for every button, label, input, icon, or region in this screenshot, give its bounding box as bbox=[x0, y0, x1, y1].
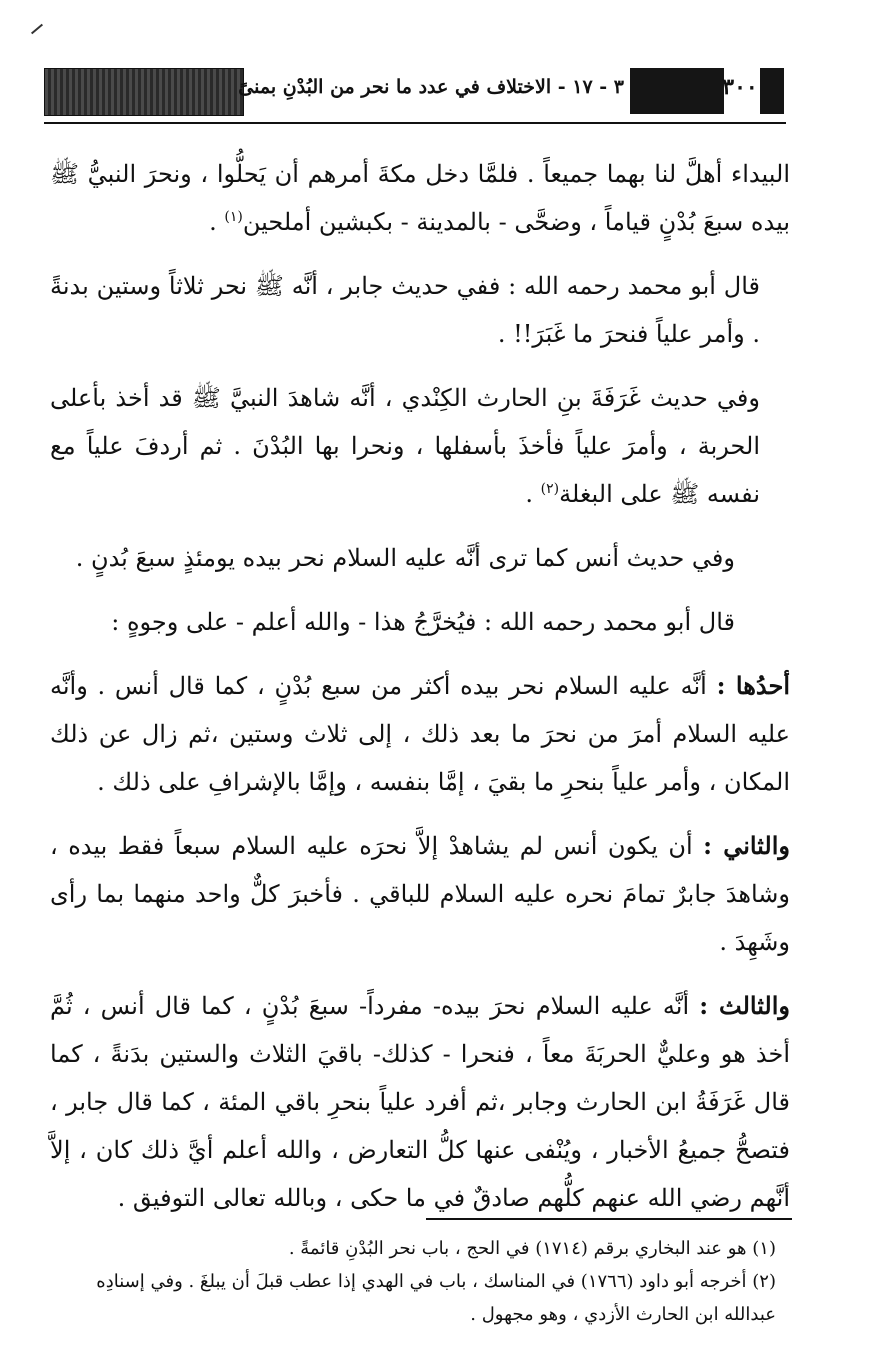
paragraph-1-text: البيداء أهلَّ لنا بهما جميعاً . فلمَّا دخل مكةَ أمرهم أن يَحلُّوا ، ونحرَ النبيُّ ﷺ بيده سبعَ بُدْنٍ قياماً ، وضحَّى - بالمدينة - بكبشين أملحين bbox=[50, 160, 790, 236]
scan-mark bbox=[31, 24, 43, 35]
paragraph-1 bbox=[50, 150, 790, 246]
paragraph-8-text: أنَّه عليه السلام نحرَ بيده- مفرداً- سبعَ بُدْنٍ ، كما قال أنس ، ثُمَّ أخذ هو وعليٌّ الحربَةَ معاً ، فنحرا - كذلك- باقيَ الثلاث والستين بدَنةً ، كما قال غَرَفَةُ ابن الحارث وجابر ،ثم أفرد علياً بنحرِ باقي المئة ، كما قال جابر ، فتصحُّ جميعُ الأخبار ، ويُنْفى عنها كلُّ التعارض ، والله أعلم أيَّ ذلك كان ، إلاَّ أنَّهم رضي الله عنهم كلُّهم صادقٌ في ما حكى ، وبالله تعالى التوفيق . bbox=[50, 992, 791, 1212]
footnote-1: (١) هو عند البخاري برقم (١٧١٤) في الحج ، باب نحر البُدْنِ قائمةً . bbox=[288, 1238, 776, 1259]
paragraph-6 bbox=[50, 662, 790, 806]
footnote-ref-2: (٢) bbox=[540, 481, 560, 497]
page-number: ٣٠٠ bbox=[722, 74, 758, 100]
paragraph-6-text: أنَّه عليه السلام نحر بيده أكثر من سبع بُدْنٍ ، كما قال أنس . وأنَّه عليه السلام أمرَ من نحرَ ما بعد ذلك ، إلى ثلاث وستين ،ثم زال عن ذلك المكان ، وأمر علياً بنحرِ ما بقيَ ، إمَّا بنفسه ، وإمَّا بالإشرافِ على ذلك . bbox=[50, 672, 790, 796]
paragraph-7-text: أن يكون أنس لم يشاهدْ إلاَّ نحرَه عليه السلام سبعاً فقط بيده ، وشاهدَ جابرٌ تمامَ نحره عليه السلام للباقي . فأخبرَ كلٌّ واحد منهما بما رأى وشَهِدَ . bbox=[50, 832, 790, 956]
main-text bbox=[50, 150, 790, 1238]
footnote-ref-1: (١) bbox=[224, 209, 243, 225]
running-title: ٣ - ١٧ - الاختلاف في عدد ما نحر من البُدْنِ بمنىً bbox=[238, 76, 624, 98]
paragraph-1-end: . bbox=[209, 208, 225, 236]
paragraph-3-end: . bbox=[525, 480, 541, 508]
header-dark-block-left bbox=[44, 68, 244, 116]
paragraph-3-text: وفي حديث غَرَفَةَ بنِ الحارث الكِنْدي ، أنَّه شاهدَ النبيَّ ﷺ قد أخذ بأعلى الحربة ، وأمرَ علياً فأخذَ بأسفلها ، ونحرا بها البُدْنَ . ثم أردفَ علياً مع نفسه ﷺ على البغلة bbox=[50, 384, 760, 508]
page-header bbox=[44, 62, 786, 118]
paragraph-8 bbox=[50, 982, 790, 1222]
paragraph-7-lead: والثاني : bbox=[703, 831, 790, 860]
paragraph-5: قال أبو محمد رحمه الله : فيُخرَّجُ هذا - والله أعلم - على وجوهٍ : bbox=[111, 608, 735, 636]
header-dark-block-right bbox=[760, 68, 784, 114]
footnote-rule bbox=[426, 1218, 792, 1220]
footnote-2: (٢) أخرجه أبو داود (١٧٦٦) في المناسك ، باب في الهدي إذا عطب قبلَ أن يبلغَ . وفي إسنادِه عبدالله ابن الحارث الأزدي ، وهو مجهول . bbox=[96, 1271, 776, 1325]
paragraph-3 bbox=[50, 374, 790, 518]
paragraph-6-lead: أحدُها : bbox=[716, 671, 790, 700]
footnotes bbox=[50, 1232, 790, 1331]
paragraph-4: وفي حديث أنس كما ترى أنَّه عليه السلام نحر بيده يومئذٍ سبعَ بُدنٍ . bbox=[75, 544, 735, 572]
paragraph-8-lead: والثالث : bbox=[699, 991, 791, 1020]
header-rule bbox=[44, 122, 786, 124]
paragraph-2: قال أبو محمد رحمه الله : ففي حديث جابر ، أنَّه ﷺ نحر ثلاثاً وستين بدنةً . وأمر علياً فنحرَ ما غَبَرَ!! . bbox=[50, 272, 760, 348]
paragraph-7 bbox=[50, 822, 790, 966]
header-dark-block-middle bbox=[630, 68, 724, 114]
